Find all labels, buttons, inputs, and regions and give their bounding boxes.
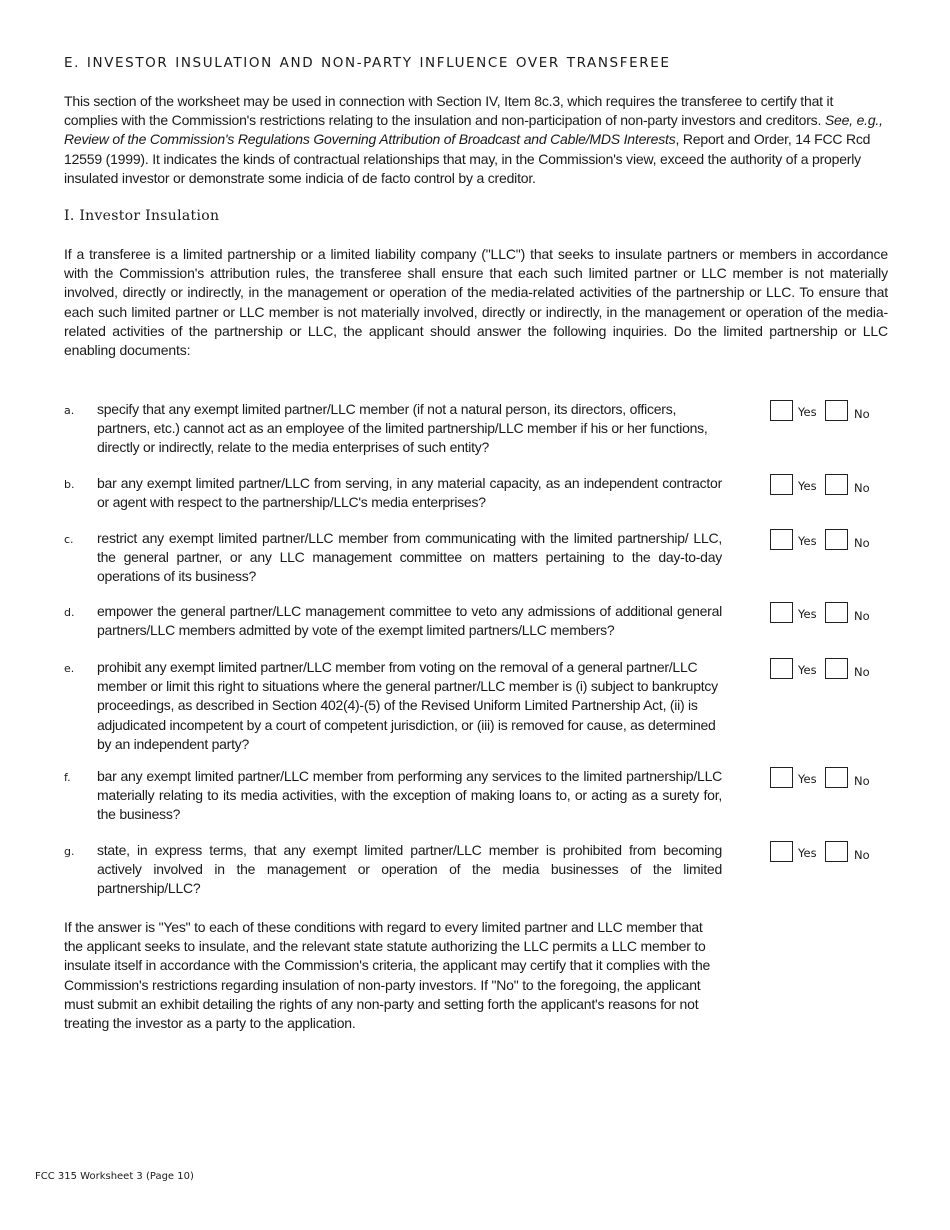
- yes-checkbox-c[interactable]: [770, 529, 793, 550]
- yes-no-group-c: [770, 529, 880, 553]
- yes-label: Yes: [798, 663, 817, 677]
- yes-checkbox-g[interactable]: [770, 841, 793, 862]
- no-checkbox-d[interactable]: [825, 602, 848, 623]
- intro-citation-tail: , Report and Order, 14 FCC Rcd 12559 (1999). It indicates the kinds of contractual relationships that may, in the Commission's view, exceed the authority of a properly insulated investor or demonstrate some indicia of de facto control by a creditor.: [64, 131, 871, 186]
- subsection-title: I. Investor Insulation: [64, 208, 220, 224]
- item-text: bar any exempt limited partner/LLC member from performing any services to the limited partnership/LLC materially relating to its media activities, with the exception of making loans to, or acting as a surety for, the business?: [97, 768, 722, 823]
- yes-checkbox-a[interactable]: [770, 400, 793, 421]
- yes-no-group-a: [770, 400, 880, 424]
- intro-text: This section of the worksheet may be used in connection with Section IV, Item 8c.3, which requires the transferee to certify that it complies with the Commission's restrictions relating to the insulation and non-participation of non-party investors and creditors.: [64, 93, 834, 129]
- yes-checkbox-d[interactable]: [770, 602, 793, 623]
- intro-citation: See, e.g., Review of the Commission's Regulations Governing Attribution of Broadcast and Cable/MDS Interests: [64, 112, 883, 148]
- investor-insulation-paragraph: If a transferee is a limited partnership or a limited liability company ("LLC") that seeks to insulate partners or members in accordance with the Commission's attribution rules, the transferee shall ensure that each such limited partner or LLC member is not materially involved, directly or indirectly, in the management or operation of the media-related activities of the partnership or LLC. To ensure that each such limited partner or LLC member is not materially involved, directly or indirectly, in the management or operation of the media-related activities of the partnership or LLC, the applicant should answer the following inquiries. Do the limited partnership or LLC enabling documents:: [64, 246, 888, 359]
- yes-checkbox-f[interactable]: [770, 767, 793, 788]
- item-text: restrict any exempt limited partner/LLC member from communicating with the limited partnership/ LLC, the general partner, or any LLC management committee on matters pertaining to the day-to-day operations of its business?: [97, 530, 722, 585]
- no-checkbox-a[interactable]: [825, 400, 848, 421]
- yes-label: Yes: [798, 534, 817, 548]
- no-checkbox-c[interactable]: [825, 529, 848, 550]
- item-text: specify that any exempt limited partner/LLC member (if not a natural person, its directors, officers, partners, etc.) cannot act as an employee of the limited partnership/LLC member if his or her functions, directly or indirectly, relate to the media enterprises of such entity?: [97, 401, 708, 456]
- item-letter: f.: [64, 771, 71, 784]
- closing-paragraph: If the answer is "Yes" to each of these conditions with regard to every limited partner and LLC member that the applicant seeks to insulate, and the relevant state statute authorizing the LLC permits a LLC member to insulate itself in accordance with the Commission's criteria, the applicant may certify that it complies with the Commission's restrictions regarding insulation of non-party investors. If "No" to the foregoing, the applicant must submit an exhibit detailing the rights of any non-party and setting forth the applicant's reasons for not treating the investor as a party to the application.: [64, 919, 711, 1032]
- item-letter: d.: [64, 606, 75, 619]
- item-text: bar any exempt limited partner/LLC from serving, in any material capacity, as an independent contractor or agent with respect to the partnership/LLC's media enterprises?: [97, 475, 722, 511]
- yes-label: Yes: [798, 479, 817, 493]
- no-checkbox-f[interactable]: [825, 767, 848, 788]
- no-label: No: [854, 848, 870, 862]
- yes-no-group-g: [770, 841, 880, 865]
- no-label: No: [854, 536, 870, 550]
- section-title: E. INVESTOR INSULATION AND NON-PARTY INFLUENCE OVER TRANSFEREE: [64, 55, 671, 71]
- yes-label: Yes: [798, 405, 817, 419]
- no-checkbox-g[interactable]: [825, 841, 848, 862]
- item-letter: a.: [64, 404, 75, 417]
- yes-label: Yes: [798, 772, 817, 786]
- page-footer: FCC 315 Worksheet 3 (Page 10): [35, 1171, 194, 1182]
- item-letter: e.: [64, 662, 75, 675]
- yes-no-group-e: [770, 658, 880, 682]
- yes-no-group-d: [770, 602, 880, 626]
- item-letter: g.: [64, 845, 75, 858]
- item-text: state, in express terms, that any exempt limited partner/LLC member is prohibited from becoming actively involved in the management or operation of the media businesses of the limited partnership/LLC?: [97, 842, 722, 897]
- yes-no-group-b: [770, 474, 880, 498]
- yes-label: Yes: [798, 607, 817, 621]
- no-label: No: [854, 609, 870, 623]
- no-label: No: [854, 407, 870, 421]
- item-text: empower the general partner/LLC management committee to veto any admissions of additional general partners/LLC members admitted by vote of the exempt limited partners/LLC members?: [97, 603, 722, 639]
- no-checkbox-b[interactable]: [825, 474, 848, 495]
- no-checkbox-e[interactable]: [825, 658, 848, 679]
- no-label: No: [854, 665, 870, 679]
- item-letter: b.: [64, 478, 75, 491]
- item-text: prohibit any exempt limited partner/LLC member from voting on the removal of a general partner/LLC member or limit this right to situations where the general partner/LLC member is (i) subject to bankruptcy proceedings, as described in Section 402(4)-(5) of the Revised Uniform Limited Partnership Act, (ii) is adjudicated incompetent by a court of competent jurisdiction, or (iii) is removed for cause, as determined by an independent party?: [97, 659, 718, 752]
- yes-no-group-f: [770, 767, 880, 791]
- no-label: No: [854, 481, 870, 495]
- yes-label: Yes: [798, 846, 817, 860]
- item-letter: c.: [64, 533, 74, 546]
- yes-checkbox-b[interactable]: [770, 474, 793, 495]
- no-label: No: [854, 774, 870, 788]
- intro-paragraph: [64, 92, 884, 188]
- yes-checkbox-e[interactable]: [770, 658, 793, 679]
